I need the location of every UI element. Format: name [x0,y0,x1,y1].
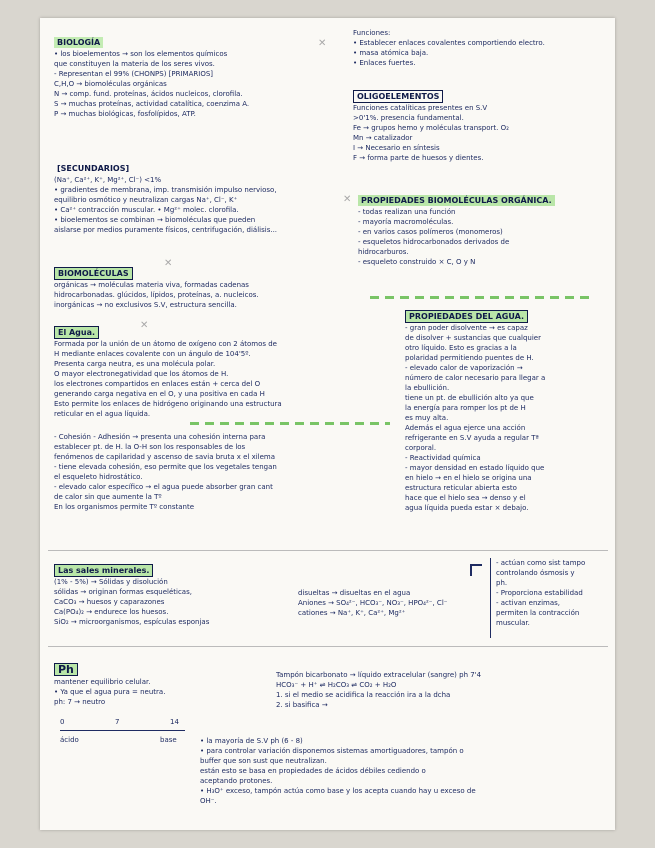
secundarios-line: equilibrio osmótico y neutralizan cargas Na⁺, Cl⁻, K⁺ [54,196,238,204]
ph-note-line: • para controlar variación disponemos sistemas amortiguadores, tampón o [200,747,464,755]
sales-side-line: - Proporciona estabilidad [496,589,583,597]
agua-property-line: el esqueleto hidrostático. [54,473,143,481]
propiedades-agua-line: agua líquida pueda estar × debajo. [405,504,529,512]
ph-tampon-line: HCO₃⁻ + H⁺ ⇌ H₂CO₃ ⇌ CO₂ + H₂O [276,681,397,689]
sales-side-line: controlando ósmosis y [496,569,575,577]
propiedades-agua-title: PROPIEDADES DEL AGUA. [405,310,528,323]
biomoleculas-line: inorgánicas → no exclusivos S.V, estructura sencilla. [54,301,237,309]
oligoelementos-title: OLIGOELEMENTOS [353,90,443,103]
propiedades-agua-line: tiene un pt. de ebullición alto ya que [405,394,534,402]
oligoelementos-line: Funciones catalíticas presentes en S.V [353,104,488,112]
propiedades-agua-line: en hielo → en el hielo se origina una [405,474,532,482]
biologia-line: C,H,O → biomoléculas orgánicas [54,80,167,88]
ph-title: Ph [54,663,78,676]
agua-line: H mediante enlaces covalente con un ángulo de 104'5º. [54,350,251,358]
sales-section [54,558,294,627]
secundarios-line: • Ca²⁺ contracción muscular. • Mg²⁺ molec. clorofila. [54,206,239,214]
agua-properties-list [54,432,399,512]
sales-side-line: - actúan como sist tampo [496,559,586,567]
secundarios-line: (Na⁺, Ca²⁺, K⁺, Mg²⁺, Cl⁻) <1% [54,176,162,184]
agua-line: generando carga negativa en el O, y una positiva en cada H [54,390,265,398]
sales-line: CaCO₃ → huesos y caparazones [54,598,165,606]
propiedades-organicas-line: - esqueleto construido × C, O y N [358,258,476,266]
section-separator [48,550,608,551]
propiedades-agua-line: la energía para romper los pt de H [405,404,526,412]
ph-tampon [276,670,606,710]
funciones-line: • Establecer enlaces covalentes comportiendo electro. [353,39,545,47]
biologia-line: P → muchas biológicas, fosfolípidos, ATP. [54,110,196,118]
sales-side-notes [496,558,611,628]
agua-property-line: - elevado calor específico → el agua puede absorber gran cant [54,483,273,491]
agua-line: Esto permite los enlaces de hidrógeno originando una estructura [54,400,282,408]
oligoelementos-line: Fe → grupos hemo y moléculas transport. O₂ [353,124,509,132]
propiedades-agua-line: corporal. [405,444,437,452]
propiedades-agua-line: la ebullición. [405,384,450,392]
sales-disueltas-line: disueltas → disueltas en el agua [298,589,411,597]
ph-scale-mid: 7 [115,718,120,726]
agua-property-line: - Cohesión - Adhesión → presenta una cohesión interna para [54,433,266,441]
biologia-line: • los bioelementos → son los elementos químicos [54,50,228,58]
ph-tampon-line: Tampón bicarbonato → líquido extracelular (sangre) ph 7'4 [276,671,482,679]
ph-tampon-line: 2. si basifica → [276,701,328,709]
funciones-line: • Enlaces fuertes. [353,59,416,67]
green-dashed-divider [370,296,595,299]
oligoelementos-section [353,84,603,163]
section-separator [48,646,608,647]
ph-note-line: • H₃O⁺ exceso, tampón actúa como base y los acepta cuando hay u exceso de [200,787,476,795]
propiedades-agua-line: - Reactividad química [405,454,481,462]
sales-line: Ca(PO₄)₂ → endurece los huesos. [54,608,169,616]
ph-line: ph: 7 → neutro [54,698,106,706]
ph-line: mantener equilibrio celular. [54,678,151,686]
ph-acido-label: ácido [60,736,79,744]
biomoleculas-line: hidrocarbonadas. glúcidos, lípidos, proteínas, a. nucleicos. [54,291,259,299]
ph-note-line: aceptando protones. [200,777,273,785]
ph-scale-max: 14 [170,718,179,726]
ph-note-line: OH⁻. [200,797,217,805]
ph-scale-line [60,730,185,731]
sales-side-line: ph. [496,579,508,587]
ph-base-label: base [160,736,177,744]
propiedades-agua-line: Además el agua ejerce una acción [405,424,526,432]
agua-property-line: - tiene elevada cohesión, eso permite que los vegetales tengan [54,463,277,471]
agua-property-line: En los organismos permite Tº constante [54,503,195,511]
agua-line: Formada por la unión de un átomo de oxígeno con 2 átomos de [54,340,277,348]
funciones-line: Funciones: [353,29,391,37]
sales-disueltas [298,588,478,618]
agua-section [54,320,399,419]
secundarios-line: • gradientes de membrana, imp. transmisión impulso nervioso, [54,186,277,194]
propiedades-organicas-line: - todas realizan una función [358,208,456,216]
funciones-line: • masa atómica baja. [353,49,429,57]
oligoelementos-line: F → forma parte de huesos y dientes. [353,154,484,162]
propiedades-agua-line: - elevado calor de vaporización → [405,364,523,372]
propiedades-agua-line: estructura reticular abierta esto [405,484,517,492]
return-arrow-icon [470,564,482,576]
propiedades-agua-line: otro líquido. Esto es gracias a la [405,344,517,352]
oligoelementos-line: I → Necesario en síntesis [353,144,440,152]
propiedades-organicas-title: PROPIEDADES BIOMOLÉCULAS ORGÁNICA. [358,195,555,206]
propiedades-organicas-line: - mayoría macromoléculas. [358,218,454,226]
agua-property-line: establecer pt. de H. la O-H son los responsables de los [54,443,246,451]
ph-notes [200,736,610,806]
sales-line: sólidas → originan formas esqueléticas, [54,588,192,596]
ph-tampon-line: 1. si el medio se acidifica la reacción ira a la dcha [276,691,451,699]
ph-section [54,658,269,707]
sales-line: (1% - 5%) → Sólidas y disolución [54,578,168,586]
oligoelementos-line: >0'1%. presencia fundamental. [353,114,464,122]
sales-side-line: permiten la contracción [496,609,580,617]
notes-page [40,18,615,830]
biologia-line: S → muchas proteínas, actividad catalítica, coenzima A. [54,100,250,108]
green-dashed-divider [190,422,390,425]
cross-mark-icon: ✕ [140,320,149,331]
biomoleculas-title: BIOMOLÉCULAS [54,267,133,280]
sales-side-line: muscular. [496,619,530,627]
sales-side-divider [490,558,491,638]
secundarios-title: [SECUNDARIOS] [57,164,130,173]
propiedades-agua-line: número de calor necesario para llegar a [405,374,546,382]
ph-line: • Ya que el agua pura = neutra. [54,688,166,696]
biologia-line: - Representan el 99% (CHONPS) [PRIMARIOS] [54,70,213,78]
propiedades-organicas-line: hidrocarburos. [358,248,409,256]
biologia-title: BIOLOGÍA [54,37,103,48]
agua-title: El Agua. [54,326,99,339]
sales-line: SiO₂ → microorganismos, espículas esponjas [54,618,210,626]
ph-scale [60,718,190,758]
sales-side-line: - activan enzimas, [496,599,561,607]
sales-disueltas-line: Aniones → SO₄²⁻, HCO₃⁻, NO₃⁻, HPO₄²⁻, Cl⁻ [298,599,448,607]
biomoleculas-line: orgánicas → moléculas materia viva, formadas cadenas [54,281,249,289]
propiedades-agua-line: - mayor densidad en estado líquido que [405,464,545,472]
cross-mark-icon: ✕ [343,194,352,205]
agua-property-line: fenómenos de capilaridad y ascenso de savia bruta x el xilema [54,453,276,461]
funciones-section [353,28,603,68]
cross-mark-icon: ✕ [164,258,173,269]
secundarios-line: aislarse por medios puramente físicos, centrifugación, diálisis... [54,226,278,234]
biologia-line: que constituyen la materia de los seres vivos. [54,60,215,68]
ph-note-line: buffer que son sust que neutralizan. [200,757,327,765]
secundarios-line: • bioelementos se combinan → biomoléculas que pueden [54,216,256,224]
propiedades-agua-line: de disolver + sustancias que cualquier [405,334,541,342]
secundarios-section [54,156,339,235]
propiedades-organicas-line: - en varios casos polímeros (monomeros) [358,228,503,236]
agua-line: Presenta carga neutra, es una molécula polar. [54,360,216,368]
propiedades-organicas-line: - esqueletos hidrocarbonados derivados de [358,238,510,246]
biomoleculas-section [54,261,354,310]
agua-line: los electrones compartidos en enlaces están + cerca del O [54,380,261,388]
biologia-section [54,30,319,119]
propiedades-agua-line: refrigerante en S.V ayuda a regular Tª [405,434,539,442]
cross-mark-icon: ✕ [318,38,327,49]
sales-disueltas-line: cationes → Na⁺, K⁺, Ca²⁺, Mg²⁺ [298,609,406,617]
propiedades-agua-line: polaridad permitiendo puentes de H. [405,354,534,362]
propiedades-agua-line: es muy alta. [405,414,449,422]
propiedades-agua-line: - gran poder disolvente → es capaz [405,324,528,332]
propiedades-organicas-section [358,188,606,267]
propiedades-agua-section [405,304,610,513]
agua-line: reticular en el agua líquida. [54,410,151,418]
propiedades-agua-line: hace que el hielo sea → denso y el [405,494,526,502]
ph-note-line: están esto se basa en propiedades de ácidos débiles cediendo o [200,767,426,775]
agua-line: O mayor electronegatividad que los átomos de H. [54,370,229,378]
oligoelementos-line: Mn → catalizador [353,134,413,142]
biologia-line: N → comp. fund. proteínas, ácidos nucleicos, clorofila. [54,90,243,98]
ph-scale-min: 0 [60,718,65,726]
agua-property-line: de calor sin que aumente la Tº [54,493,162,501]
sales-title: Las sales minerales. [54,564,153,577]
ph-note-line: • la mayoría de S.V ph (6 - 8) [200,737,303,745]
